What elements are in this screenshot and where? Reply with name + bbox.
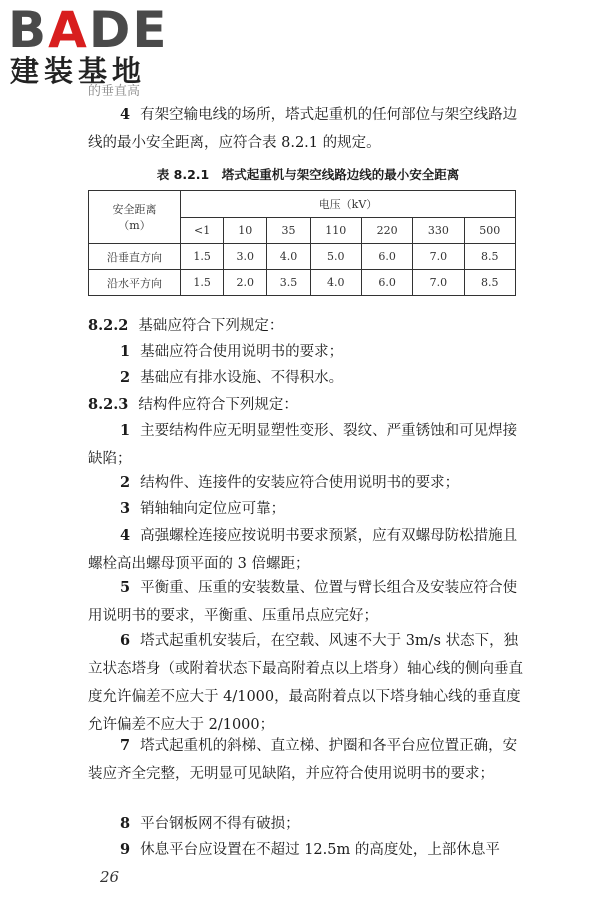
table-cell: 6.0 <box>361 244 412 270</box>
voltage-cell: 330 <box>413 217 464 244</box>
table-row-horizontal <box>89 270 516 296</box>
voltage-cell: 220 <box>361 217 412 244</box>
list-item <box>88 338 528 366</box>
item-text: 基础应有排水设施、不得积水。 <box>140 370 344 386</box>
item-text: 基础应符合使用说明书的要求； <box>140 344 344 360</box>
table-cell: 5.0 <box>310 244 361 270</box>
logo-letter-a: A <box>48 1 89 59</box>
item-number: 2 <box>120 369 131 386</box>
table-cell: 4.0 <box>310 270 361 296</box>
table-cell: 1.5 <box>181 244 224 270</box>
item-number: 9 <box>120 841 131 858</box>
safety-distance-table <box>88 190 516 296</box>
item-number: 5 <box>120 579 131 596</box>
voltage-cell: <1 <box>181 217 224 244</box>
item-number: 1 <box>120 422 131 439</box>
table-cell: 7.0 <box>413 244 464 270</box>
section-8-2-2-heading <box>88 312 528 340</box>
list-item <box>88 574 528 630</box>
row-label: 沿垂直方向 <box>89 244 181 270</box>
list-item <box>88 364 528 392</box>
voltage-cell: 35 <box>267 217 310 244</box>
item-number: 8 <box>120 815 131 832</box>
voltage-cell: 500 <box>464 217 515 244</box>
logo-letter-d: D <box>88 1 133 59</box>
item-text: 高强螺栓连接应按说明书要求预紧，应有双螺母防松措施且螺栓高出螺母顶平面的 3 倍螺距； <box>88 528 518 572</box>
page-number: 26 <box>100 868 120 886</box>
item-number: 1 <box>120 343 131 360</box>
section-number: 8.2.3 <box>88 396 129 413</box>
item-text: 结构件、连接件的安装应符合使用说明书的要求； <box>140 475 460 491</box>
item-text: 平台钢板网不得有破损； <box>140 816 300 832</box>
table-caption: 表 8.2.1 塔式起重机与架空线路边线的最小安全距离 <box>156 167 460 182</box>
partial-text-fragment: 的垂直高 <box>88 84 141 99</box>
section-text: 结构件应符合下列规定： <box>138 397 298 413</box>
item-text: 休息平台应设置在不超过 12.5m 的高度处，上部休息平 <box>140 842 500 858</box>
item-number: 7 <box>120 737 131 754</box>
table-cell: 1.5 <box>181 270 224 296</box>
header-distance-cell <box>89 191 181 244</box>
logo-wordmark <box>8 1 169 59</box>
row-label: 沿水平方向 <box>89 270 181 296</box>
list-item <box>88 810 528 838</box>
section-text: 基础应符合下列规定： <box>138 318 284 334</box>
item-number: 2 <box>120 474 131 491</box>
section-8-2-3-heading <box>88 391 528 419</box>
list-item <box>88 522 528 578</box>
item-number: 4 <box>120 527 131 544</box>
list-item <box>88 836 528 864</box>
list-item <box>88 627 528 739</box>
list-item <box>88 417 528 473</box>
item-number: 4 <box>120 106 131 123</box>
table-header-row <box>89 191 516 218</box>
logo-letter-e: E <box>132 1 169 59</box>
item-number: 3 <box>120 500 131 517</box>
item-text: 平衡重、压重的安装数量、位置与臂长组合及安装应符合使用说明书的要求，平衡重、压重吊点应完好； <box>88 580 518 624</box>
item-text: 塔式起重机安装后，在空载、风速不大于 3m/s 状态下，独立状态塔身（或附着状态下最高附着点以上塔身）轴心线的侧向垂直度允许偏差不应大于 4/1000，最高附着点以下塔身轴心线的垂直度允许偏差不应大于 2/1000； <box>88 633 523 733</box>
header-unit: （m） <box>118 219 151 232</box>
item-text: 有架空输电线的场所，塔式起重机的任何部位与架空线路边线的最小安全距离，应符合表 8.2.1 的规定。 <box>88 107 518 151</box>
item-text: 主要结构件应无明显塑性变形、裂纹、严重锈蚀和可见焊接缺陷； <box>88 423 518 467</box>
list-item <box>88 732 528 788</box>
item-text: 塔式起重机的斜梯、直立梯、护圈和各平台应位置正确，安装应齐全完整，无明显可见缺陷，并应符合使用说明书的要求； <box>88 738 518 782</box>
table-cell: 4.0 <box>267 244 310 270</box>
header-label: 安全距离 <box>112 203 157 216</box>
table-cell: 2.0 <box>224 270 267 296</box>
table-cell: 3.0 <box>224 244 267 270</box>
table-cell: 3.5 <box>267 270 310 296</box>
table-row-vertical <box>89 244 516 270</box>
item-number: 6 <box>120 632 131 649</box>
table-cell: 7.0 <box>413 270 464 296</box>
intro-paragraph <box>88 101 528 157</box>
table-cell: 8.5 <box>464 244 515 270</box>
voltage-cell: 10 <box>224 217 267 244</box>
logo-subtitle: 建装基地 <box>10 54 147 88</box>
bade-logo <box>8 1 169 88</box>
section-number: 8.2.2 <box>88 317 129 334</box>
logo-letter-b: B <box>8 1 49 59</box>
list-item <box>88 495 528 523</box>
table-cell: 6.0 <box>361 270 412 296</box>
voltage-cell: 110 <box>310 217 361 244</box>
list-item <box>88 469 528 497</box>
header-voltage-cell: 电压（kV） <box>181 191 516 218</box>
item-text: 销轴轴向定位应可靠； <box>140 501 286 517</box>
table-cell: 8.5 <box>464 270 515 296</box>
